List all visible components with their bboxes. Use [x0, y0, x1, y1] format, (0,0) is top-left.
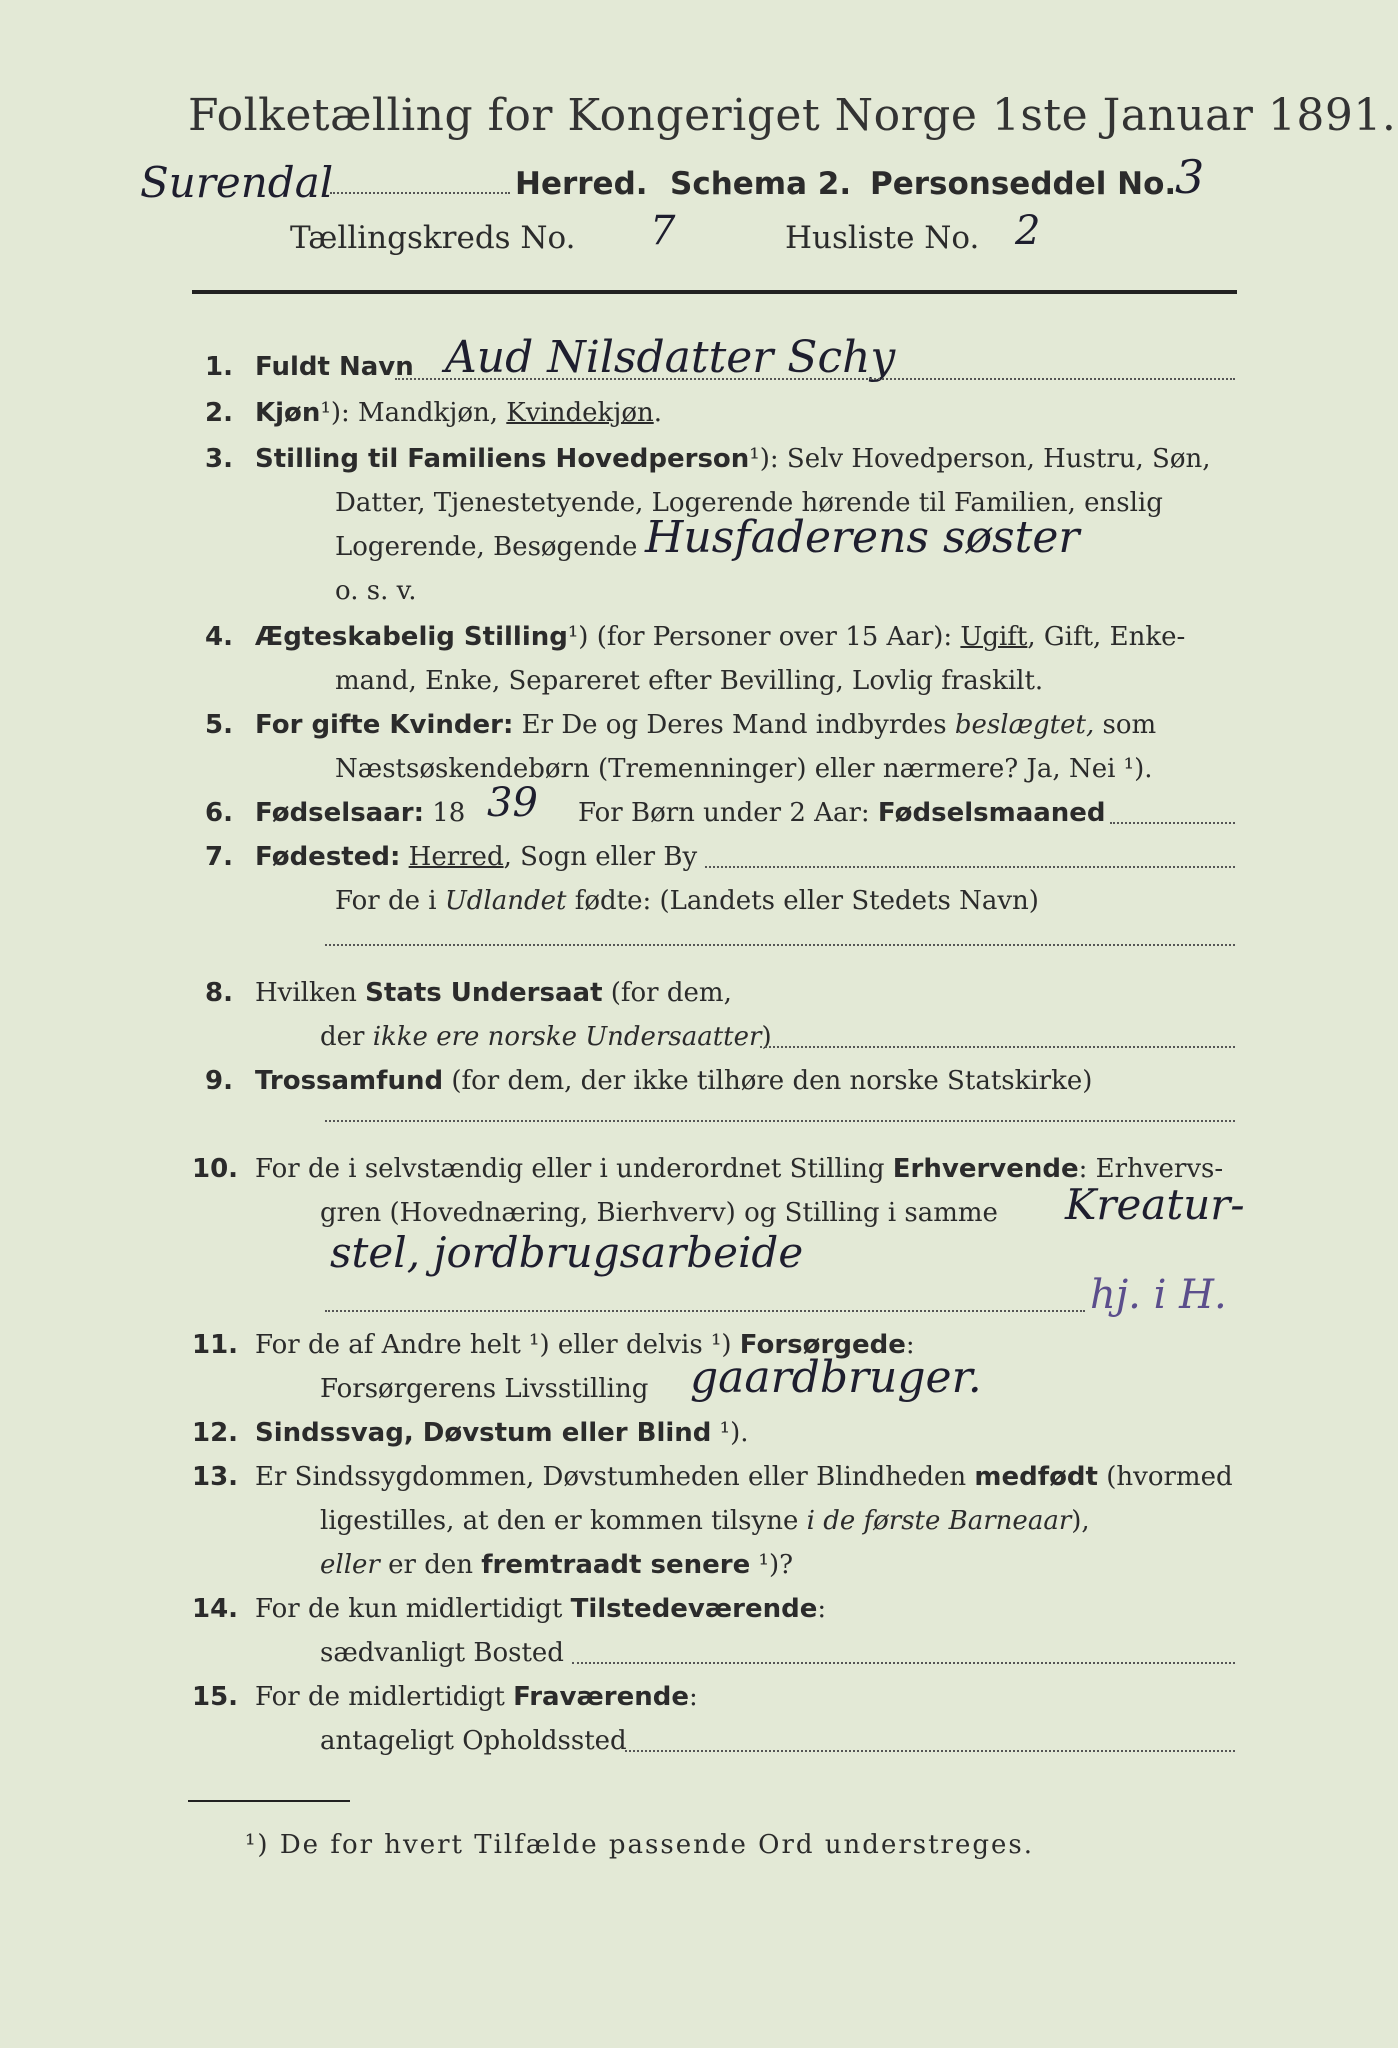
q14-label: Tilstedeværende [570, 1594, 818, 1624]
q13-label: medfødt [974, 1462, 1098, 1492]
q3-text1: ¹): Selv Hovedperson, Hustru, Søn, [749, 444, 1211, 474]
q4-line1 [255, 622, 1185, 652]
q11-text1b: : [905, 1330, 915, 1360]
husliste-label: Husliste No. [785, 220, 980, 256]
q7-label: Fødested: [255, 842, 401, 872]
q5-text1: Er De og Deres Mand indbyrdes [521, 710, 955, 740]
q5-line2: Næstsøskendebørn (Tremenninger) eller nærmere? Ja, Nei ¹). [335, 754, 1153, 784]
q3-label: Stilling til Familiens Hovedperson [255, 444, 750, 474]
item-number: 12. [192, 1418, 239, 1448]
q3-line4: o. s. v. [335, 576, 417, 606]
q13-label3: fremtraadt senere [481, 1550, 751, 1580]
q10-text1b: : Erhvervs- [1078, 1154, 1224, 1184]
q3-line1 [255, 444, 1211, 474]
q10-value1: Kreatur- [1065, 1180, 1245, 1229]
q12-line [255, 1418, 749, 1448]
q15-label: Fraværende [513, 1682, 689, 1712]
dotted-line [395, 378, 1235, 380]
q2-label: Kjøn [255, 398, 321, 428]
q7-italic: Udlandet [444, 886, 567, 916]
q13-text2b: ), [1071, 1506, 1090, 1536]
q9-label: Trossamfund [255, 1066, 444, 1096]
q6-line2 [578, 798, 1106, 828]
item-number: 6. [205, 798, 233, 828]
dotted-line [325, 1120, 1235, 1122]
q13-text1b: (hvormed [1097, 1462, 1233, 1492]
q5-line1 [255, 710, 1156, 740]
dotted-line [325, 944, 1235, 946]
q11-line2: Forsørgerens Livsstilling [320, 1374, 649, 1404]
q10-line2: gren (Hovednæring, Bierhverv) og Stilling i samme [320, 1198, 998, 1228]
q14-line2: sædvanligt Bosted [320, 1638, 564, 1668]
q4-line2: mand, Enke, Separeret efter Bevilling, Lovlig fraskilt. [335, 666, 1044, 696]
q4-underlined: Ugift [960, 622, 1028, 652]
herred-label: Herred. [515, 166, 648, 202]
q10-text1a: For de i selvstændig eller i underordnet Stilling [255, 1154, 893, 1184]
item-number: 2. [205, 398, 233, 428]
q13-italic3: eller [320, 1550, 380, 1580]
q5-text1b: som [1094, 710, 1157, 740]
q11-label: Forsørgede [739, 1330, 906, 1360]
q8-text1a: Hvilken [255, 978, 366, 1008]
q15-line1 [255, 1682, 698, 1712]
q11-value: gaardbruger. [690, 1352, 982, 1403]
item-number: 8. [205, 978, 233, 1008]
item-number: 15. [192, 1682, 239, 1712]
dotted-line [1110, 822, 1235, 824]
q1-value: Aud Nilsdatter Schy [445, 332, 896, 383]
q4-text1b: , Gift, Enke- [1027, 622, 1186, 652]
q6-label: Fødselsaar: [255, 798, 424, 828]
q12-label: Sindssvag, Døvstum eller Blind [255, 1418, 712, 1448]
q7-line1 [255, 842, 697, 872]
husliste-value: 2 [1015, 208, 1041, 254]
q14-line1 [255, 1594, 826, 1624]
item-number: 9. [205, 1066, 233, 1096]
q15-line2: antageligt Opholdssted [320, 1726, 627, 1756]
q8-text2b: ) [761, 1022, 772, 1052]
dotted-line [760, 1046, 1235, 1048]
item-number: 14. [192, 1594, 239, 1624]
form-title: Folketælling for Kongeriget Norge 1ste Januar 1891. [188, 90, 1397, 141]
q2-note: ¹): Mandkjøn, [320, 398, 507, 428]
q1-label: Fuldt Navn [255, 352, 414, 382]
personseddel-value: 3 [1175, 150, 1205, 204]
personseddel-label: Personseddel No. [870, 166, 1177, 202]
dotted-line [572, 1662, 1235, 1664]
q13-line3 [320, 1550, 793, 1580]
q13-line1 [255, 1462, 1233, 1492]
q10-value2: stel, jordbrugsarbeide [330, 1228, 804, 1277]
q8-text1b: (for dem, [602, 978, 732, 1008]
item-number: 3. [205, 444, 233, 474]
q6-value: 39 [487, 780, 538, 826]
q4-label: Ægteskabelig Stilling [255, 622, 568, 652]
kreds-label: Tællingskreds No. [290, 220, 576, 256]
footnote: ¹) De for hvert Tilfælde passende Ord understreges. [245, 1830, 1035, 1860]
q4-text1: ¹) (for Personer over 15 Aar): [567, 622, 961, 652]
q8-line1 [255, 978, 732, 1008]
q9-line [255, 1066, 1092, 1096]
q2-line [255, 398, 662, 428]
q7-text2b: fødte: (Landets eller Stedets Navn) [566, 886, 1039, 916]
q3-line2: Datter, Tjenestetyende, Logerende hørende til Familien, enslig [335, 488, 1163, 518]
q7-line2 [335, 886, 1039, 916]
q2-end: . [653, 398, 662, 428]
item-number: 13. [192, 1462, 239, 1492]
q10-note: hj. i H. [1090, 1272, 1227, 1318]
q6-text: For Børn under 2 Aar: [578, 798, 878, 828]
schema-label: Schema 2. [670, 166, 852, 202]
q13-text2a: ligestilles, at den er kommen tilsyne [320, 1506, 807, 1536]
kreds-value: 7 [650, 208, 676, 254]
q8-line2 [320, 1022, 772, 1052]
footnote-rule [188, 1800, 350, 1802]
item-number: 11. [192, 1330, 239, 1360]
item-number: 7. [205, 842, 233, 872]
dotted-line [705, 866, 1235, 868]
q13-line2 [320, 1506, 1090, 1536]
q6-prefix: 18 [424, 798, 466, 828]
q7-text1: , Sogn eller By [503, 842, 698, 872]
q8-text2a: der [320, 1022, 373, 1052]
q13-italic2: i de første Barneaar [806, 1506, 1072, 1536]
herred-value: Surendal [140, 158, 334, 207]
q9-text: (for dem, der ikke tilhøre den norske Statskirke) [443, 1066, 1093, 1096]
dotted-line [330, 192, 510, 194]
q2-underlined: Kvindekjøn [506, 398, 654, 428]
q14-text1a: For de kun midlertidigt [255, 1594, 571, 1624]
q15-text1a: For de midlertidigt [255, 1682, 514, 1712]
dotted-line [325, 1310, 1085, 1312]
q6-line [255, 798, 465, 828]
q8-italic: ikke ere norske Undersaatter [372, 1022, 762, 1052]
q7-text2a: For de i [335, 886, 445, 916]
header-rule [192, 290, 1237, 294]
q14-text1b: : [817, 1594, 827, 1624]
q13-text3a: er den [379, 1550, 482, 1580]
q3-value: Husfaderens søster [645, 512, 1080, 563]
q13-text1a: Er Sindssygdommen, Døvstumheden eller Blindheden [255, 1462, 975, 1492]
item-number: 4. [205, 622, 233, 652]
q5-label: For gifte Kvinder: [255, 710, 514, 740]
q3-line3: Logerende, Besøgende [335, 532, 638, 562]
item-number: 10. [192, 1154, 239, 1184]
dotted-line [625, 1750, 1235, 1752]
q15-text1b: : [688, 1682, 698, 1712]
q12-text: ¹). [711, 1418, 749, 1448]
q6-label2: Fødselsmaaned [877, 798, 1106, 828]
q13-text3b: ¹)? [750, 1550, 794, 1580]
q10-label: Erhvervende [892, 1154, 1079, 1184]
item-number: 5. [205, 710, 233, 740]
q7-underlined: Herred [408, 842, 504, 872]
q5-italic: beslægtet, [954, 710, 1095, 740]
q11-text1a: For de af Andre helt ¹) eller delvis ¹) [255, 1330, 740, 1360]
q8-label: Stats Undersaat [365, 978, 603, 1008]
item-number: 1. [205, 352, 233, 382]
